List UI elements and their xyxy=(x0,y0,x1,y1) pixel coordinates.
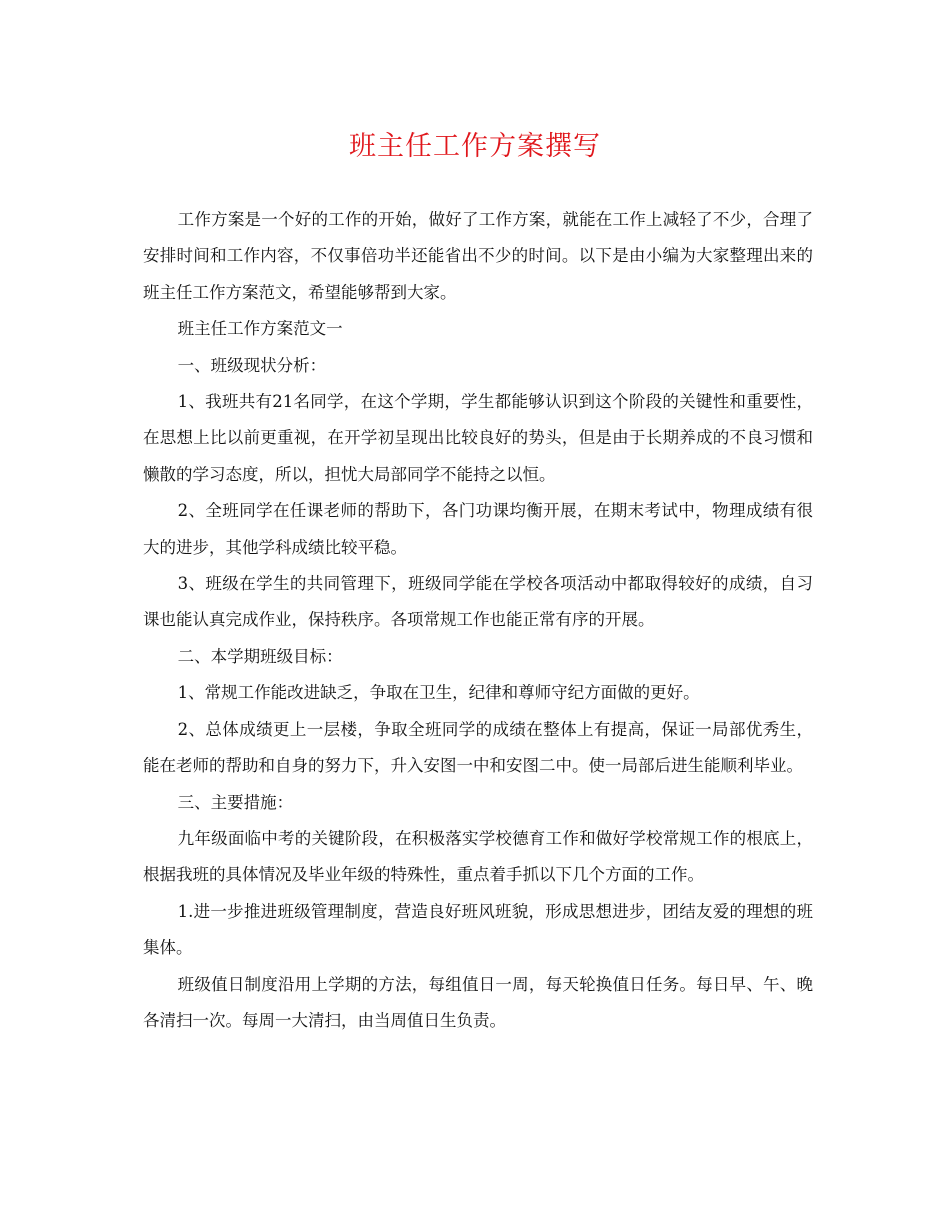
paragraph-measure-1: 1.进一步推进班级管理制度，营造良好班风班貌，形成思想进步，团结友爱的理想的班集体。 xyxy=(143,901,813,958)
document-body xyxy=(143,202,813,1039)
paragraph-measures-intro: 九年级面临中考的关键阶段，在积极落实学校德育工作和做好学校常规工作的根底上，根据我班的具体情况及毕业年级的特殊性，重点着手抓以下几个方面的工作。 xyxy=(143,828,813,885)
paragraph-analysis-2: 2、全班同学在任课老师的帮助下，各门功课均衡开展，在期末考试中，物理成绩有很大的进步，其他学科成绩比较平稳。 xyxy=(143,501,813,557)
section-heading-measures: 三、主要措施： xyxy=(177,792,294,812)
paragraph-goal-1: 1、常规工作能改进缺乏，争取在卫生，纪律和尊师守纪方面做的更好。 xyxy=(177,683,700,703)
section-heading-goals: 二、本学期班级目标： xyxy=(177,646,343,666)
paragraph-intro: 工作方案是一个好的工作的开始，做好了工作方案，就能在工作上减轻了不少，合理了安排时间和工作内容，不仅事倍功半还能省出不少的时间。以下是由小编为大家整理出来的班主任工作方案范文，希望能够帮到大家。 xyxy=(143,210,813,302)
paragraph-duty-system: 班级值日制度沿用上学期的方法，每组值日一周，每天轮换值日任务。每日早、午、晚各清扫一次。每周一大清扫，由当周值日生负责。 xyxy=(143,974,813,1030)
paragraph-sample-heading: 班主任工作方案范文一 xyxy=(177,319,343,339)
paragraph-analysis-3: 3、班级在学生的共同管理下，班级同学能在学校各项活动中都取得较好的成绩，自习课也能认真完成作业，保持秩序。各项常规工作也能正常有序的开展。 xyxy=(143,574,813,630)
section-heading-analysis: 一、班级现状分析： xyxy=(177,355,327,375)
page-title: 班主任工作方案撰写 xyxy=(349,131,601,162)
paragraph-goal-2: 2、总体成绩更上一层楼，争取全班同学的成绩在整体上有提高，保证一局部优秀生，能在老师的帮助和自身的努力下，升入安图一中和安图二中。使一局部后进生能顺利毕业。 xyxy=(143,719,813,776)
paragraph-analysis-1: 1、我班共有21名同学，在这个学期，学生都能够认识到这个阶段的关键性和重要性，在思想上比以前更重视，在开学初呈现出比较良好的势头，但是由于长期养成的不良习惯和懒散的学习态度，所以，担忧大局部同学不能持之以恒。 xyxy=(143,392,813,484)
